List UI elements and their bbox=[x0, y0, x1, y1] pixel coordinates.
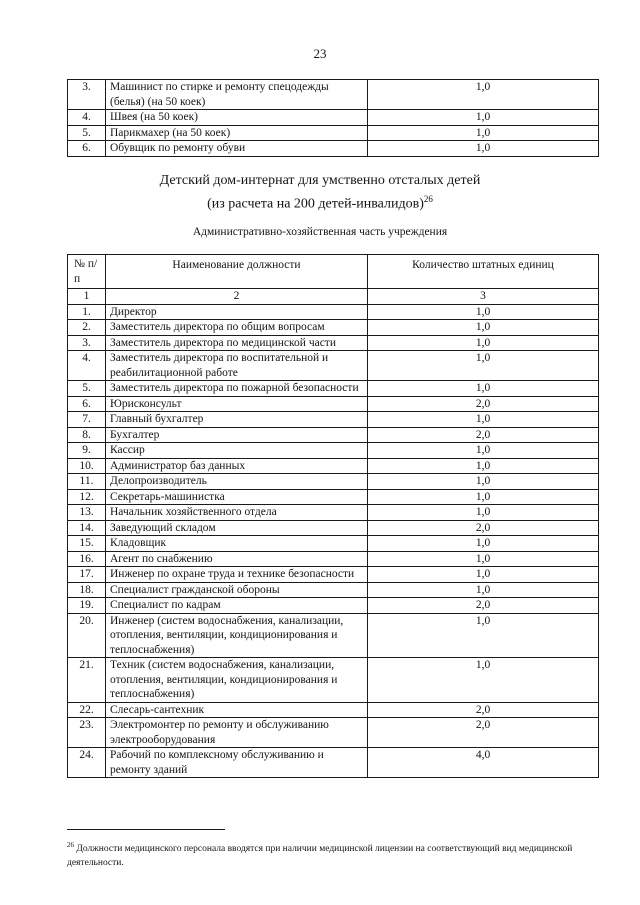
row-num: 9. bbox=[68, 443, 106, 459]
row-name: Юрисконсульт bbox=[106, 396, 368, 412]
row-name: Кассир bbox=[106, 443, 368, 459]
row-qty: 1,0 bbox=[368, 110, 599, 126]
table-row bbox=[68, 80, 599, 110]
row-num: 13. bbox=[68, 505, 106, 521]
row-name: Машинист по стирке и ремонту спецодежды (белья) (на 50 коек) bbox=[106, 80, 368, 110]
row-num: 1. bbox=[68, 304, 106, 320]
row-qty: 1,0 bbox=[368, 551, 599, 567]
row-qty: 1,0 bbox=[368, 351, 599, 381]
row-num: 2. bbox=[68, 320, 106, 336]
index-name: 2 bbox=[106, 289, 368, 305]
row-name: Секретарь-машинистка bbox=[106, 489, 368, 505]
row-num: 24. bbox=[68, 748, 106, 778]
row-num: 3. bbox=[68, 335, 106, 351]
row-name: Заместитель директора по пожарной безопасности bbox=[106, 381, 368, 397]
row-name: Заместитель директора по общим вопросам bbox=[106, 320, 368, 336]
table-row bbox=[68, 125, 599, 141]
title-footnote-ref: 26 bbox=[423, 194, 433, 204]
row-num: 23. bbox=[68, 718, 106, 748]
staff-table bbox=[67, 254, 599, 778]
row-name: Инженер по охране труда и технике безопасности bbox=[106, 567, 368, 583]
table-row bbox=[68, 427, 599, 443]
row-num: 5. bbox=[68, 381, 106, 397]
row-name: Слесарь-сантехник bbox=[106, 702, 368, 718]
row-num: 17. bbox=[68, 567, 106, 583]
row-qty: 1,0 bbox=[368, 443, 599, 459]
table-row bbox=[68, 551, 599, 567]
row-name: Специалист по кадрам bbox=[106, 598, 368, 614]
row-name: Агент по снабжению bbox=[106, 551, 368, 567]
row-qty: 1,0 bbox=[368, 658, 599, 703]
table-row bbox=[68, 658, 599, 703]
row-qty: 2,0 bbox=[368, 396, 599, 412]
footnote-ref: 26 bbox=[67, 841, 74, 849]
section-subtitle: Административно-хозяйственная часть учреждения bbox=[192, 226, 448, 238]
row-name: Заместитель директора по медицинской части bbox=[106, 335, 368, 351]
row-name: Заместитель директора по воспитательной и реабилитационной работе bbox=[106, 351, 368, 381]
row-qty: 1,0 bbox=[368, 536, 599, 552]
row-name: Делопроизводитель bbox=[106, 474, 368, 490]
table-row bbox=[68, 702, 599, 718]
header-name: Наименование должности bbox=[106, 255, 368, 289]
row-qty: 1,0 bbox=[368, 567, 599, 583]
table-row bbox=[68, 351, 599, 381]
row-num: 21. bbox=[68, 658, 106, 703]
table-row bbox=[68, 748, 599, 778]
table-row bbox=[68, 567, 599, 583]
row-num: 8. bbox=[68, 427, 106, 443]
row-name: Начальник хозяйственного отдела bbox=[106, 505, 368, 521]
table-row bbox=[68, 141, 599, 157]
row-name: Обувщик по ремонту обуви bbox=[106, 141, 368, 157]
table-row bbox=[68, 536, 599, 552]
footnote-separator bbox=[67, 829, 225, 830]
row-qty: 1,0 bbox=[368, 613, 599, 658]
row-name: Швея (на 50 коек) bbox=[106, 110, 368, 126]
row-qty: 1,0 bbox=[368, 304, 599, 320]
row-num: 4. bbox=[68, 110, 106, 126]
row-qty: 1,0 bbox=[368, 505, 599, 521]
table-row bbox=[68, 381, 599, 397]
row-name: Парикмахер (на 50 коек) bbox=[106, 125, 368, 141]
header-num: № п/п bbox=[68, 255, 106, 289]
row-num: 4. bbox=[68, 351, 106, 381]
row-qty: 1,0 bbox=[368, 458, 599, 474]
row-num: 18. bbox=[68, 582, 106, 598]
row-name: Бухгалтер bbox=[106, 427, 368, 443]
section-title-line1: Детский дом-интернат для умственно отсталых детей bbox=[159, 173, 481, 188]
row-num: 3. bbox=[68, 80, 106, 110]
row-qty: 1,0 bbox=[368, 381, 599, 397]
row-num: 7. bbox=[68, 412, 106, 428]
table-header-row bbox=[68, 255, 599, 289]
row-qty: 1,0 bbox=[368, 141, 599, 157]
table-row bbox=[68, 505, 599, 521]
row-num: 11. bbox=[68, 474, 106, 490]
row-qty: 2,0 bbox=[368, 520, 599, 536]
row-qty: 4,0 bbox=[368, 748, 599, 778]
table-row bbox=[68, 396, 599, 412]
footnote-text: Должности медицинского персонала вводятся при наличии медицинской лицензии на соответствующий вид медицинской деятельности. bbox=[67, 844, 573, 869]
table-row bbox=[68, 598, 599, 614]
row-qty: 1,0 bbox=[368, 412, 599, 428]
row-qty: 1,0 bbox=[368, 80, 599, 110]
row-name: Главный бухгалтер bbox=[106, 412, 368, 428]
table-row bbox=[68, 489, 599, 505]
row-num: 5. bbox=[68, 125, 106, 141]
row-name: Инженер (систем водоснабжения, канализации, отопления, вентиляции, кондиционирования и теплоснабжения) bbox=[106, 613, 368, 658]
table-row bbox=[68, 582, 599, 598]
table-row bbox=[68, 458, 599, 474]
row-name: Электромонтер по ремонту и обслуживанию электрооборудования bbox=[106, 718, 368, 748]
row-qty: 1,0 bbox=[368, 582, 599, 598]
page-number: 23 bbox=[313, 46, 327, 61]
table-index-row bbox=[68, 289, 599, 305]
row-name: Специалист гражданской обороны bbox=[106, 582, 368, 598]
row-name: Администратор баз данных bbox=[106, 458, 368, 474]
row-name: Рабочий по комплексному обслуживанию и ремонту зданий bbox=[106, 748, 368, 778]
row-qty: 2,0 bbox=[368, 702, 599, 718]
table-row bbox=[68, 718, 599, 748]
row-qty: 1,0 bbox=[368, 125, 599, 141]
row-num: 15. bbox=[68, 536, 106, 552]
index-num: 1 bbox=[68, 289, 106, 305]
row-qty: 2,0 bbox=[368, 427, 599, 443]
table-row bbox=[68, 110, 599, 126]
row-num: 14. bbox=[68, 520, 106, 536]
row-num: 6. bbox=[68, 141, 106, 157]
row-qty: 1,0 bbox=[368, 474, 599, 490]
section-title-line2-text: (из расчета на 200 детей-инвалидов) bbox=[207, 196, 424, 212]
row-num: 22. bbox=[68, 702, 106, 718]
section-title bbox=[0, 172, 640, 214]
table-row bbox=[68, 412, 599, 428]
footnote bbox=[67, 838, 587, 870]
row-num: 16. bbox=[68, 551, 106, 567]
row-name: Техник (систем водоснабжения, канализации, отопления, вентиляции, кондиционирования и теплоснабжения) bbox=[106, 658, 368, 703]
table-row bbox=[68, 520, 599, 536]
row-num: 6. bbox=[68, 396, 106, 412]
row-num: 19. bbox=[68, 598, 106, 614]
table-row bbox=[68, 613, 599, 658]
row-qty: 1,0 bbox=[368, 335, 599, 351]
row-name: Кладовщик bbox=[106, 536, 368, 552]
row-num: 12. bbox=[68, 489, 106, 505]
section-title-line2 bbox=[0, 190, 640, 214]
top-staff-table bbox=[67, 79, 599, 157]
row-name: Директор bbox=[106, 304, 368, 320]
row-qty: 1,0 bbox=[368, 320, 599, 336]
table-row bbox=[68, 304, 599, 320]
table-row bbox=[68, 443, 599, 459]
table-row bbox=[68, 474, 599, 490]
table-row bbox=[68, 320, 599, 336]
table-row bbox=[68, 335, 599, 351]
row-qty: 1,0 bbox=[368, 489, 599, 505]
header-qty: Количество штатных единиц bbox=[368, 255, 599, 289]
row-name: Заведующий складом bbox=[106, 520, 368, 536]
row-num: 20. bbox=[68, 613, 106, 658]
index-qty: 3 bbox=[368, 289, 599, 305]
row-qty: 2,0 bbox=[368, 718, 599, 748]
row-qty: 2,0 bbox=[368, 598, 599, 614]
row-num: 10. bbox=[68, 458, 106, 474]
